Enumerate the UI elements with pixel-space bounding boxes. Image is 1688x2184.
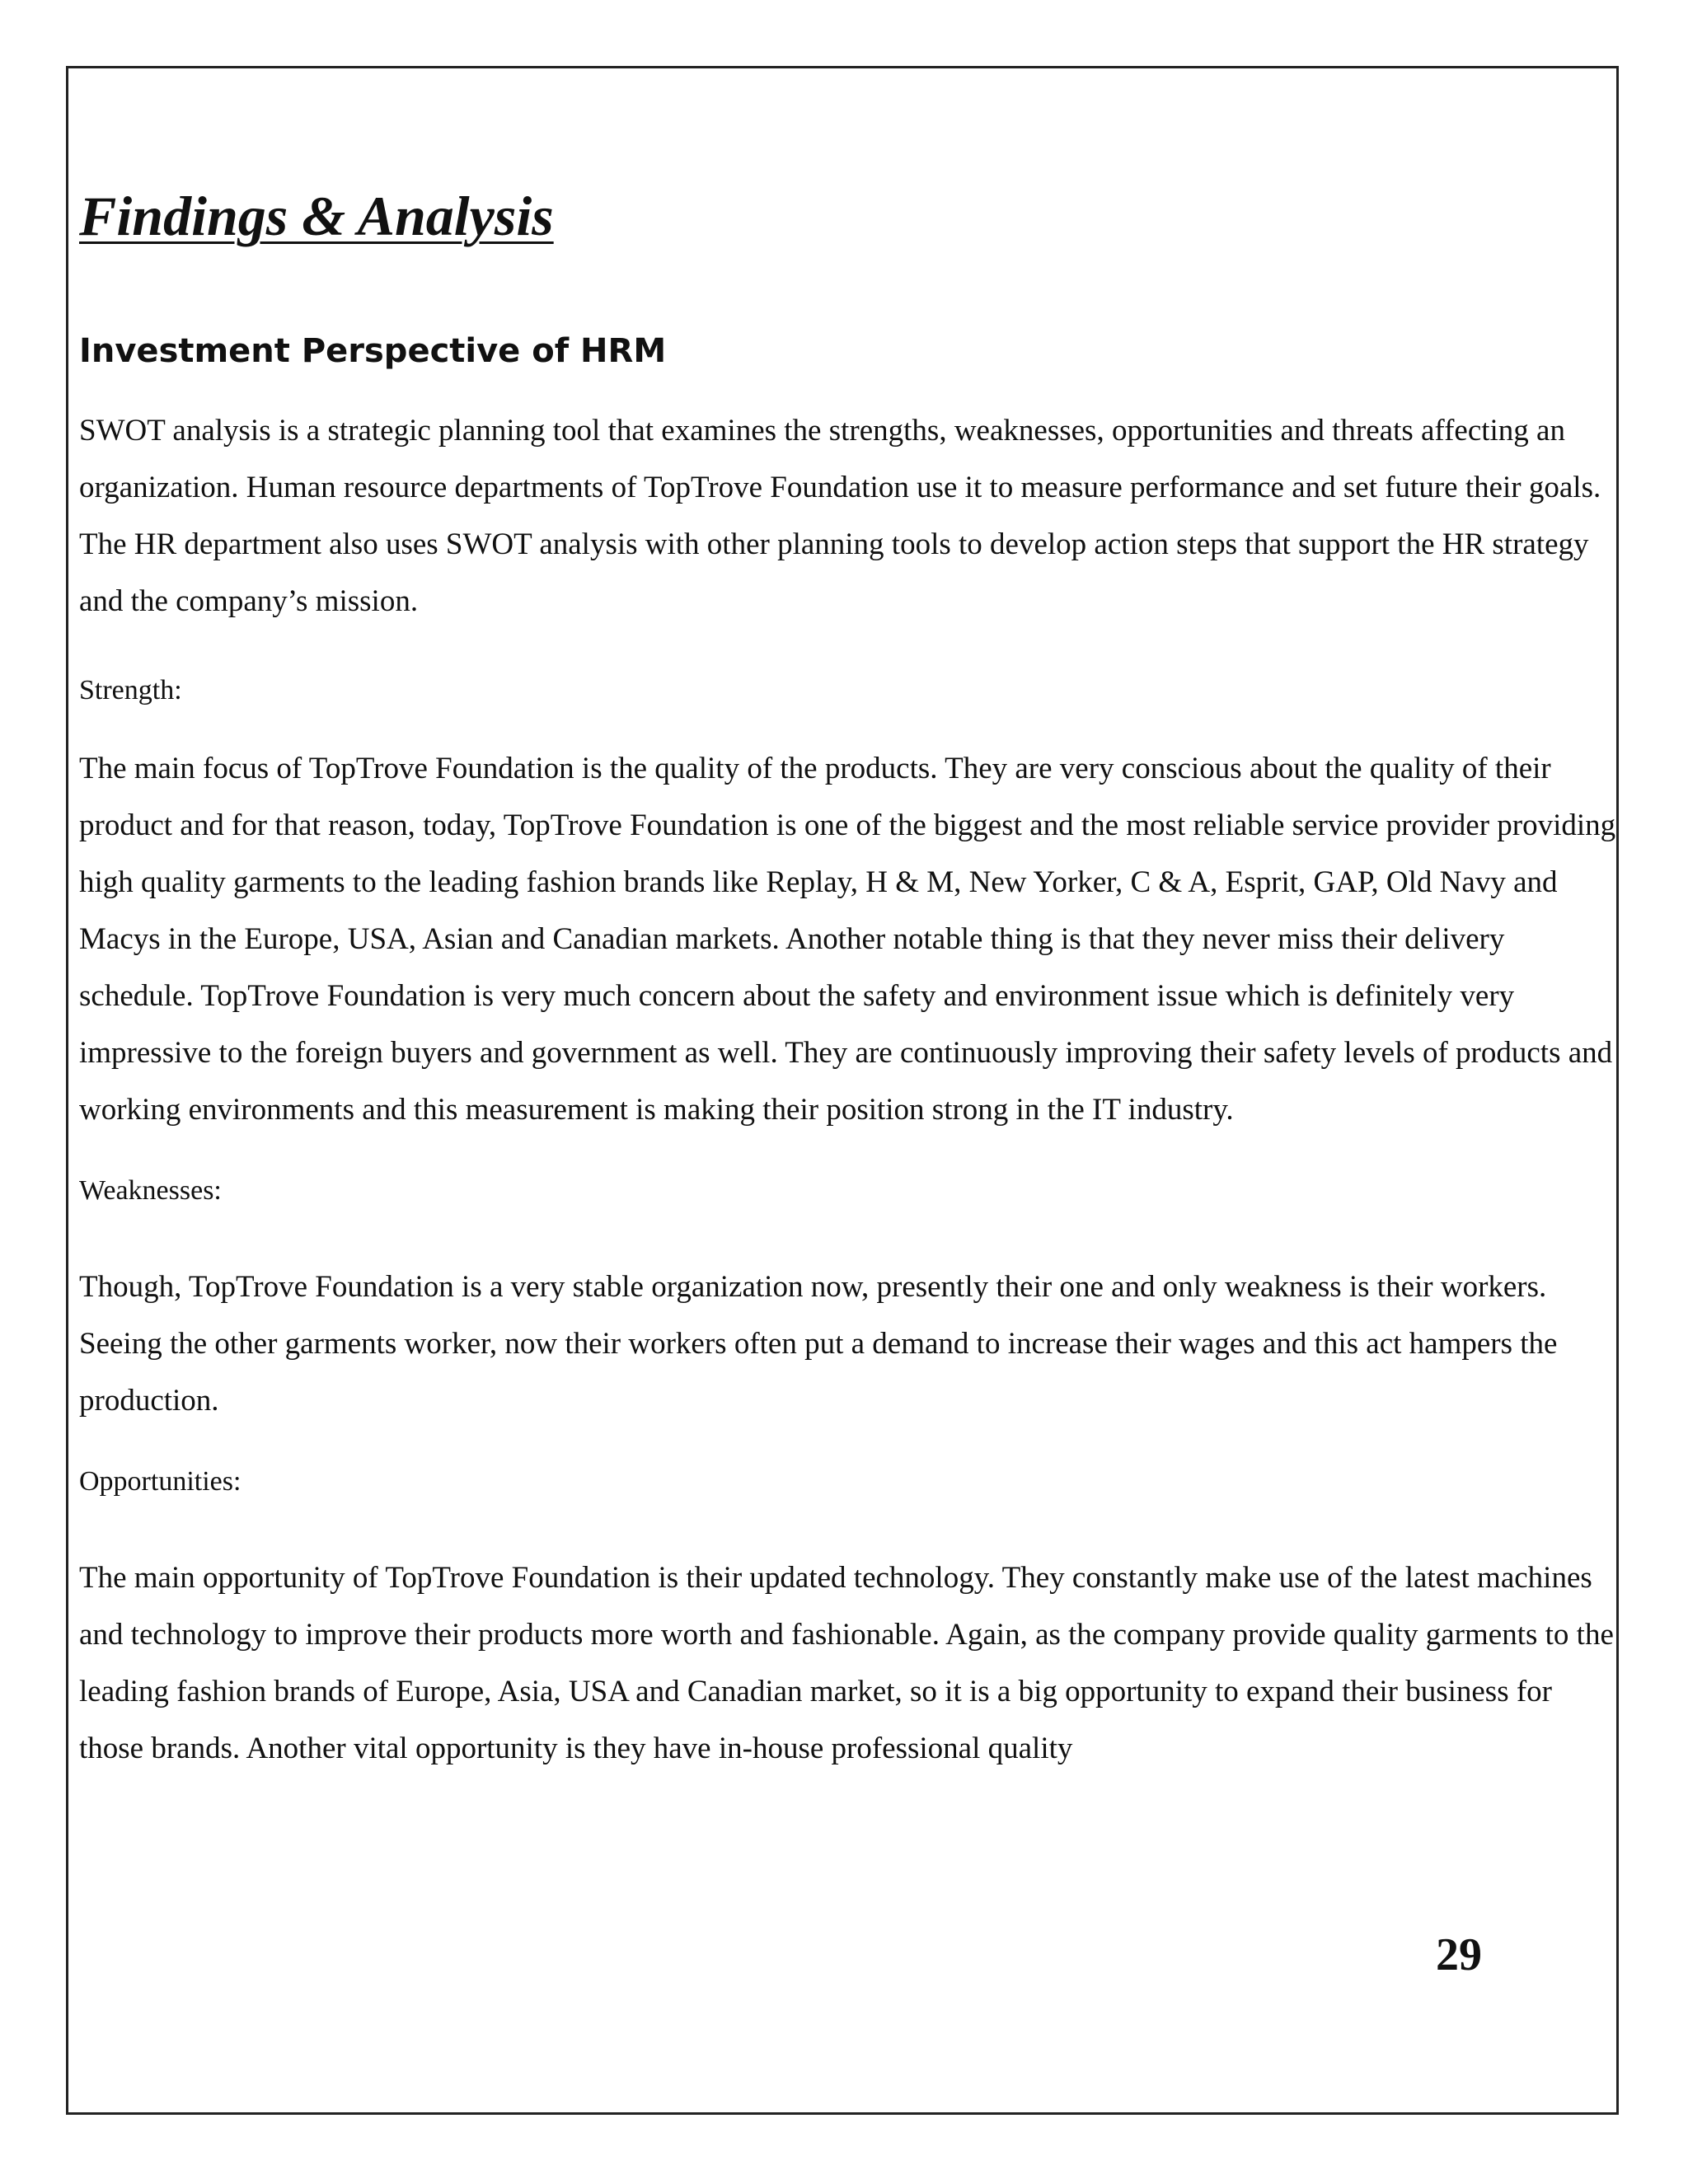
strength-label: Strength: (79, 674, 182, 705)
page-number: 29 (1436, 1929, 1482, 1980)
intro-paragraph: SWOT analysis is a strategic planning tool that examines the strengths, weaknesses, opportunities and threats affecting an organization. Human resource departments of TopTrove Foundation use it to measure performance and set future their goals. The HR department also uses SWOT analysis with other planning tools to develop action steps that support the HR strategy and the company’s mission. (79, 413, 1601, 618)
opportunities-paragraph: The main opportunity of TopTrove Foundation is their updated technology. They constantly make use of the latest machines and technology to improve their products more worth and fashionable. Again, as the company provide quality garments to the leading fashion brands of Europe, Asia, USA and Canadian market, so it is a big opportunity to expand their business for those brands. Another vital opportunity is they have in-house professional quality (79, 1560, 1614, 1765)
page-title: Findings & Analysis (79, 185, 554, 247)
page-content (79, 185, 1620, 1777)
section-heading: Investment Perspective of HRM (79, 331, 667, 370)
strength-paragraph: The main focus of TopTrove Foundation is the quality of the products. They are very conscious about the quality of their product and for that reason, today, TopTrove Foundation is one of the biggest and the most reliable service provider providing high quality garments to the leading fashion brands like Replay, H & M, New Yorker, C & A, Esprit, GAP, Old Navy and Macys in the Europe, USA, Asian and Canadian markets. Another notable thing is that they never miss their delivery schedule. TopTrove Foundation is very much concern about the safety and environment issue which is definitely very impressive to the foreign buyers and government as well. They are continuously improving their safety levels of products and working environments and this measurement is making their position strong in the IT industry. (79, 751, 1616, 1127)
opportunities-label: Opportunities: (79, 1465, 241, 1497)
weaknesses-label: Weaknesses: (79, 1174, 222, 1206)
weaknesses-paragraph: Though, TopTrove Foundation is a very stable organization now, presently their one and only weakness is their workers. Seeing the other garments worker, now their workers often put a demand to increase their wages and this act hampers the production. (79, 1269, 1558, 1418)
